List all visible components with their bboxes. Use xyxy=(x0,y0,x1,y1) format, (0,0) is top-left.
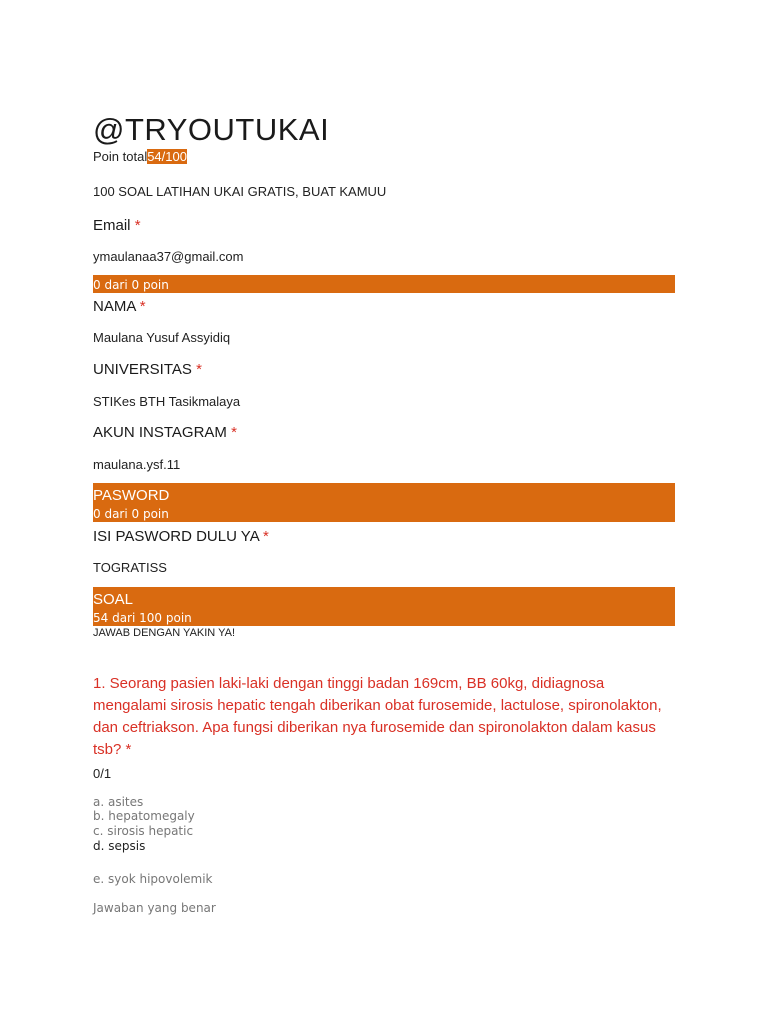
instagram-answer: maulana.ysf.11 xyxy=(93,457,181,472)
correct-answer-label: Jawaban yang benar xyxy=(93,901,216,915)
option-c: c. sirosis hepatic xyxy=(93,824,194,838)
section-password-header xyxy=(93,483,675,522)
password-label xyxy=(93,528,269,545)
section-identity-points: 0 dari 0 poin xyxy=(93,278,169,292)
option-d-selected: d. sepsis xyxy=(93,839,146,853)
email-label xyxy=(93,217,141,234)
universitas-answer: STIKes BTH Tasikmalaya xyxy=(93,394,241,409)
question-1-score: 0/1 xyxy=(93,766,112,781)
required-mark: * xyxy=(134,217,141,234)
universitas-label xyxy=(93,361,202,378)
option-e: e. syok hipovolemik xyxy=(93,872,213,886)
required-mark: * xyxy=(231,424,237,441)
nama-label xyxy=(93,298,146,315)
instagram-label xyxy=(93,424,237,441)
email-answer: ymaulanaa37@gmail.com xyxy=(93,249,244,264)
nama-label-text: NAMA xyxy=(93,298,136,315)
required-mark: * xyxy=(139,298,146,315)
total-score xyxy=(93,149,187,164)
total-score-label: Poin total xyxy=(93,149,148,164)
section-soal-note: JAWAB DENGAN YAKIN YA! xyxy=(93,627,236,639)
total-score-value: 54/100 xyxy=(147,149,187,164)
universitas-label-text: UNIVERSITAS xyxy=(93,361,192,378)
nama-answer: Maulana Yusuf Assyidiq xyxy=(93,330,231,345)
section-soal-points: 54 dari 100 poin xyxy=(93,611,192,625)
section-password-title: PASWORD xyxy=(93,487,170,504)
option-b: b. hepatomegaly xyxy=(93,809,195,823)
instagram-label-text: AKUN INSTAGRAM xyxy=(93,424,227,441)
required-mark: * xyxy=(263,528,269,545)
section-soal-title: SOAL xyxy=(93,591,134,608)
section-password-points: 0 dari 0 poin xyxy=(93,507,169,521)
password-label-text: ISI PASWORD DULU YA xyxy=(93,528,259,545)
section-identity-header xyxy=(93,275,675,293)
option-a: a. asites xyxy=(93,795,144,809)
section-soal-header xyxy=(93,587,675,626)
required-mark: * xyxy=(125,741,132,758)
required-mark: * xyxy=(196,361,202,378)
form-description: 100 SOAL LATIHAN UKAI GRATIS, BUAT KAMUU xyxy=(93,184,387,199)
password-answer: TOGRATISS xyxy=(93,560,167,575)
form-title: @TRYOUTUKAI xyxy=(93,112,330,147)
question-1-text: 1. Seorang pasien laki-laki dengan tinggi badan 169cm, BB 60kg, didiagnosa mengalami sirosis hepatic tengah diberikan obat furosemide, lactulose, spironolakton, dan ceftriakson. Apa fungsi diberikan nya furosemide dan spironolakton dalam kasus tsb? xyxy=(93,675,662,758)
question-1 xyxy=(93,673,673,761)
email-label-text: Email xyxy=(93,217,131,234)
